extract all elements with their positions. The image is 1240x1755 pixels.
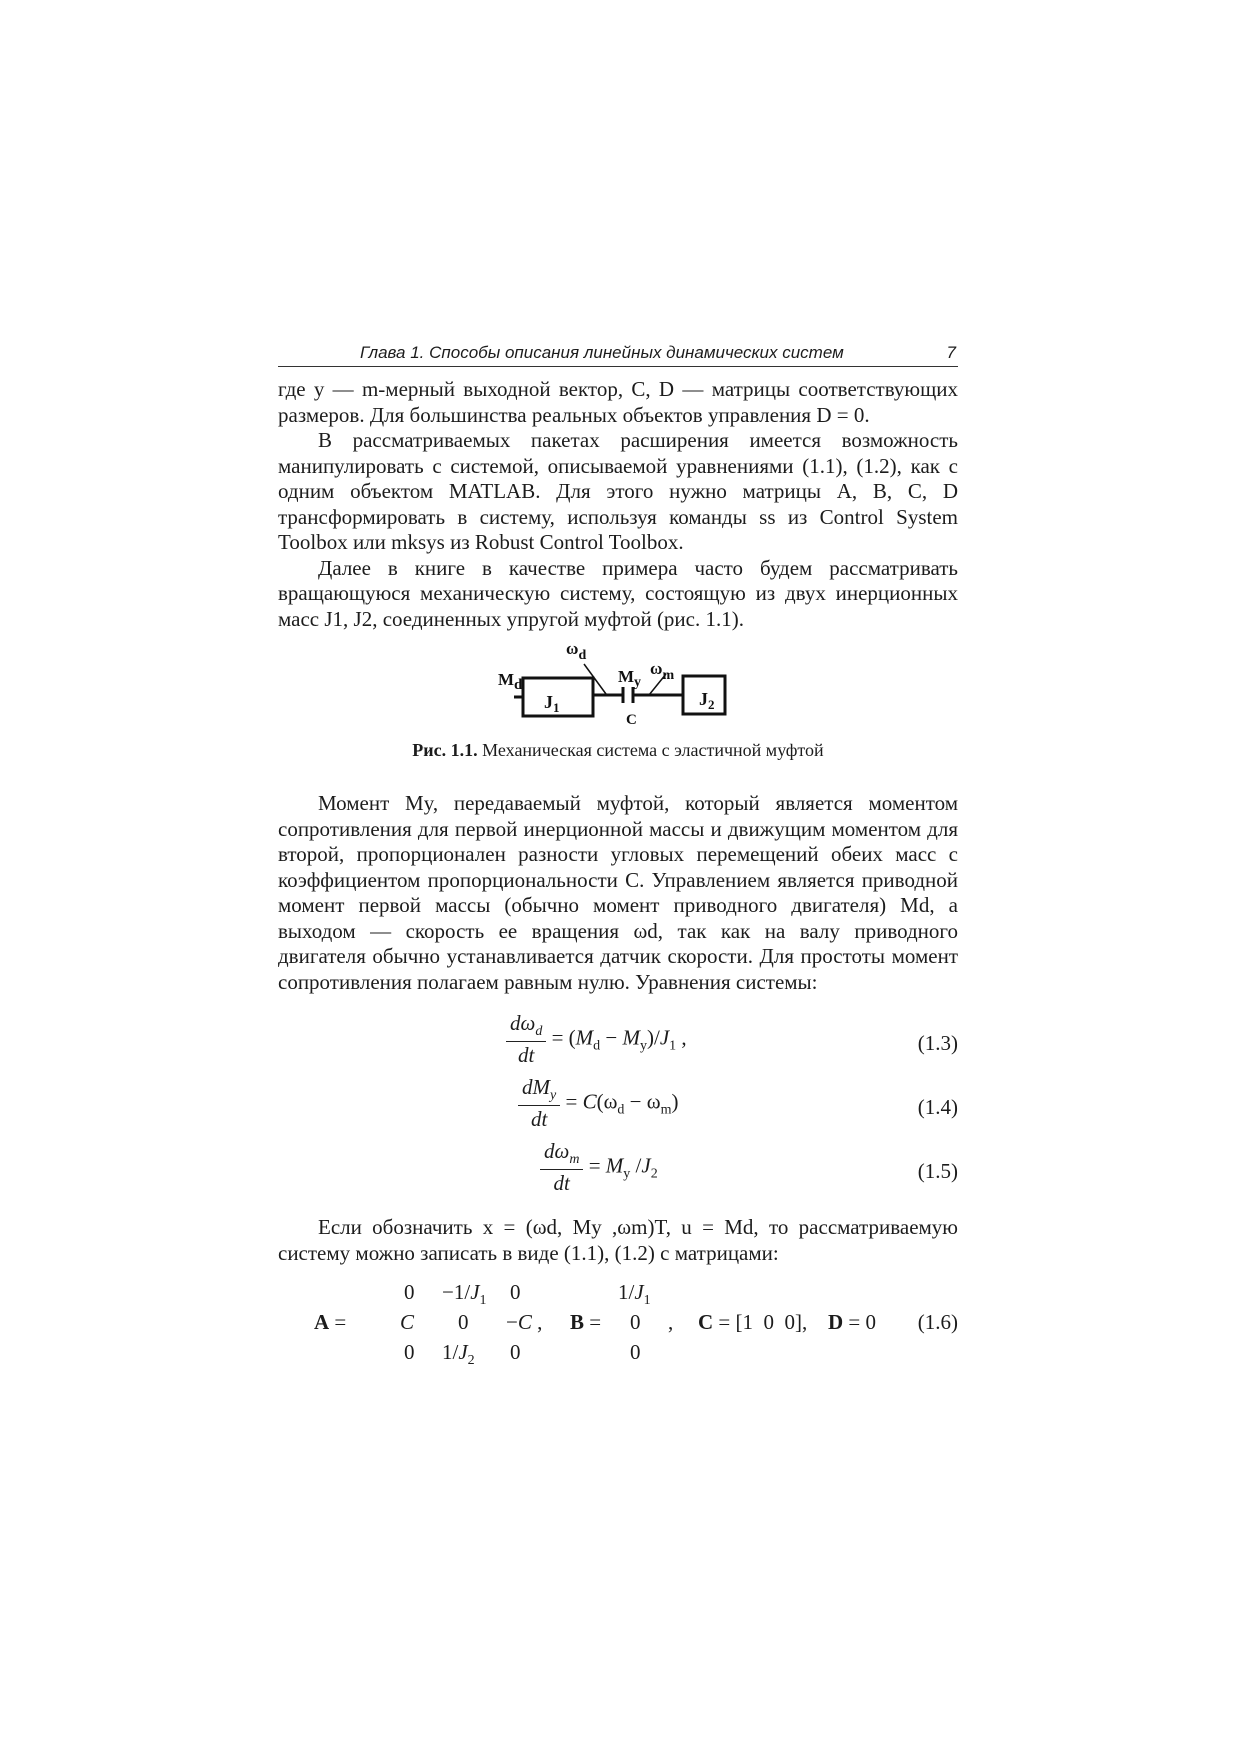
label-j1: $J_1$ bbox=[544, 692, 560, 715]
equation-1-6-matrices: 0 $-1/J_1$ 0 $1/J_1$ A = C 0 −C , B = 0 , C = [1 0 0], D = 0 (1.6) 0 $1/J_2$ 0 0 bbox=[314, 1280, 958, 1369]
chapter-title: Глава 1. Способы описания линейных динамических систем bbox=[360, 343, 844, 362]
equation-number: (1.5) bbox=[917, 1159, 958, 1183]
caption-text: Механическая система с эластичной муфтой bbox=[482, 740, 824, 760]
body-text-2 bbox=[278, 791, 958, 995]
figure-caption bbox=[278, 740, 958, 761]
body-text-3 bbox=[278, 1215, 958, 1266]
paragraph: Если обозначить x = (ωd, My ,ωm)T, u = Md, то рассматриваемую систему можно записать в виде (1.1), (1.2) с матрицами: bbox=[278, 1215, 958, 1265]
page bbox=[278, 340, 958, 1372]
equation-1-5: $\frac{d\omega_m}{dt}$ = $M_y$ $/J_2$ (1.5) bbox=[278, 1139, 958, 1203]
body-text bbox=[278, 377, 958, 632]
equation-number: (1.6) bbox=[917, 1310, 958, 1334]
equation-1-4: $\frac{dM_y}{dt}$ = $C(\omega_d - \omega_m)$ (1.4) bbox=[278, 1075, 958, 1139]
equation-number: (1.3) bbox=[917, 1031, 958, 1055]
label-my: $M_y$ bbox=[618, 667, 642, 690]
paragraph: В рассматриваемых пакетах расширения имеется возможность манипулировать с системой, описываемой уравнениями (1.1), (1.2), как с одним объектом MATLAB. Для этого нужно матрицы A, B, C, D трансформировать в систему, используя команды ss из Control System Toolbox или mksys из Robust Control Toolbox. bbox=[278, 428, 958, 554]
equation-number: (1.4) bbox=[917, 1095, 958, 1119]
paragraph: Далее в книге в качестве примера часто будем рассматривать вращающуюся механическую систему, состоящую из двух инерционных масс J1, J2, соединенных упругой муфтой (рис. 1.1). bbox=[278, 555, 958, 631]
caption-label: Рис. 1.1. bbox=[412, 740, 478, 760]
figure-mechanical-system bbox=[278, 638, 958, 738]
label-j2: $J_2$ bbox=[699, 689, 715, 712]
label-c: C bbox=[626, 712, 637, 726]
page-number: 7 bbox=[946, 343, 956, 362]
system-diagram bbox=[488, 638, 748, 726]
label-wm: $\omega_m$ bbox=[650, 659, 675, 683]
label-md: Md bbox=[498, 670, 523, 693]
paragraph: Момент My, передаваемый муфтой, который является моментом сопротивления для первой инерционной массы и движущим моментом для второй, пропорционален разности угловых перемещений обеих масс с коэффициентом пропорциональности C. Управлением является приводной момент первой массы (обычно момент приводного двигателя) Md, а выходом — скорость ее вращения ωd, так как на валу приводного двигателя обычно устанавливается датчик скорости. Для простоты момент сопротивления полагаем равным нулю. Уравнения системы: bbox=[278, 791, 958, 994]
paragraph: где y — m-мерный выходной вектор, C, D — матрицы соответствующих размеров. Для большинства реальных объектов управления D = 0. bbox=[278, 377, 958, 427]
running-header bbox=[278, 340, 958, 367]
label-wd: $\omega_d$ bbox=[566, 639, 587, 663]
equation-1-3: $\frac{d\omega_d}{dt}$ = $(M_d - M_y)/J_1$ , (1.3) bbox=[278, 1011, 958, 1075]
